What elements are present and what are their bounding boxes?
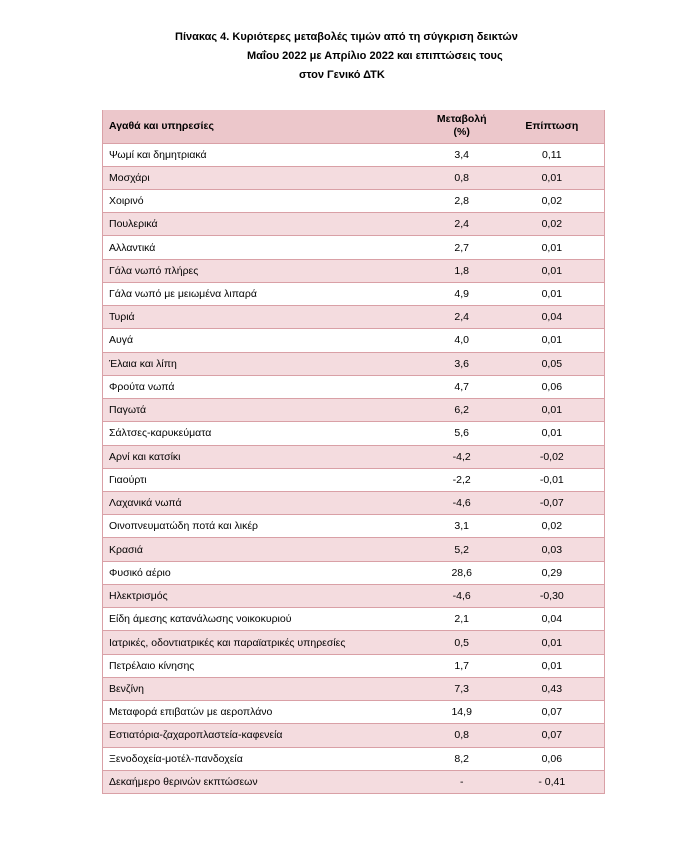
- cell-impact: 0,01: [500, 399, 605, 422]
- cell-item: Κρασιά: [103, 538, 424, 561]
- table-row: [103, 770, 605, 793]
- table-row: [103, 515, 605, 538]
- cell-item: Γιαούρτι: [103, 468, 424, 491]
- cell-impact: -0,01: [500, 468, 605, 491]
- cell-item: Φρούτα νωπά: [103, 375, 424, 398]
- cell-change: 3,1: [424, 515, 500, 538]
- header-change: [424, 110, 500, 143]
- cell-impact: 0,04: [500, 306, 605, 329]
- table-row: [103, 422, 605, 445]
- cell-impact: 0,29: [500, 561, 605, 584]
- table-row: [103, 282, 605, 305]
- cell-change: 2,1: [424, 608, 500, 631]
- cell-item: Ξενοδοχεία-μοτέλ-πανδοχεία: [103, 747, 424, 770]
- cell-impact: 0,02: [500, 213, 605, 236]
- cell-item: Δεκαήμερο θερινών εκπτώσεων: [103, 770, 424, 793]
- cell-impact: 0,01: [500, 654, 605, 677]
- table-row: [103, 189, 605, 212]
- cell-change: 2,7: [424, 236, 500, 259]
- table-row: [103, 468, 605, 491]
- table-row: [103, 329, 605, 352]
- cell-change: 0,8: [424, 166, 500, 189]
- cell-item: Αρνί και κατσίκι: [103, 445, 424, 468]
- cell-change: 0,8: [424, 724, 500, 747]
- cell-item: Ηλεκτρισμός: [103, 584, 424, 607]
- cell-impact: 0,05: [500, 352, 605, 375]
- cell-change: -4,2: [424, 445, 500, 468]
- cell-item: Σάλτσες-καρυκεύματα: [103, 422, 424, 445]
- cell-change: 7,3: [424, 677, 500, 700]
- cell-item: Μεταφορά επιβατών με αεροπλάνο: [103, 701, 424, 724]
- cell-impact: 0,01: [500, 166, 605, 189]
- cell-change: 2,4: [424, 213, 500, 236]
- cell-impact: 0,01: [500, 236, 605, 259]
- cell-item: Βενζίνη: [103, 677, 424, 700]
- cell-item: Εστιατόρια-ζαχαροπλαστεία-καφενεία: [103, 724, 424, 747]
- cell-item: Τυριά: [103, 306, 424, 329]
- table-row: [103, 213, 605, 236]
- cell-item: Παγωτά: [103, 399, 424, 422]
- cell-impact: 0,03: [500, 538, 605, 561]
- cell-impact: 0,04: [500, 608, 605, 631]
- cell-impact: -0,02: [500, 445, 605, 468]
- cell-impact: 0,01: [500, 422, 605, 445]
- cell-item: Οινοπνευματώδη ποτά και λικέρ: [103, 515, 424, 538]
- table-row: [103, 492, 605, 515]
- table-row: [103, 654, 605, 677]
- cell-impact: 0,01: [500, 282, 605, 305]
- title-line-2: Μαΐου 2022 με Απρίλιο 2022 και επιπτώσεις τους: [247, 50, 503, 62]
- cell-change: -2,2: [424, 468, 500, 491]
- header-goods-services: Αγαθά και υπηρεσίες: [103, 110, 424, 143]
- table-row: [103, 259, 605, 282]
- cell-change: -4,6: [424, 584, 500, 607]
- cell-change: 28,6: [424, 561, 500, 584]
- cell-change: 0,5: [424, 631, 500, 654]
- table-row: [103, 236, 605, 259]
- cell-impact: 0,11: [500, 143, 605, 166]
- table-header-row: [103, 110, 605, 143]
- table-row: [103, 724, 605, 747]
- cell-change: 3,4: [424, 143, 500, 166]
- table-row: [103, 538, 605, 561]
- header-change-label: Μεταβολή: [436, 113, 487, 126]
- cell-item: Γάλα νωπό πλήρες: [103, 259, 424, 282]
- table-row: [103, 399, 605, 422]
- cell-item: Πετρέλαιο κίνησης: [103, 654, 424, 677]
- table-row: [103, 584, 605, 607]
- cell-change: 2,4: [424, 306, 500, 329]
- header-change-unit: (%): [453, 126, 470, 139]
- cell-change: 4,0: [424, 329, 500, 352]
- cell-change: 3,6: [424, 352, 500, 375]
- cell-impact: 0,01: [500, 631, 605, 654]
- cell-impact: 0,07: [500, 701, 605, 724]
- table-body: [103, 143, 605, 794]
- table-row: [103, 352, 605, 375]
- cell-change: 1,8: [424, 259, 500, 282]
- cell-change: 6,2: [424, 399, 500, 422]
- table-row: [103, 631, 605, 654]
- cell-item: Είδη άμεσης κατανάλωσης νοικοκυριού: [103, 608, 424, 631]
- title-line-1: Πίνακας 4. Κυριότερες μεταβολές τιμών από τη σύγκριση δεικτών: [175, 31, 518, 43]
- cell-item: Ψωμί και δημητριακά: [103, 143, 424, 166]
- table-row: [103, 608, 605, 631]
- cell-impact: 0,06: [500, 375, 605, 398]
- table-row: [103, 166, 605, 189]
- cell-item: Μοσχάρι: [103, 166, 424, 189]
- cell-item: Χοιρινό: [103, 189, 424, 212]
- cell-change: 2,8: [424, 189, 500, 212]
- cell-item: Έλαια και λίπη: [103, 352, 424, 375]
- cell-change: 5,6: [424, 422, 500, 445]
- cell-item: Φυσικό αέριο: [103, 561, 424, 584]
- cell-impact: - 0,41: [500, 770, 605, 793]
- cell-item: Πουλερικά: [103, 213, 424, 236]
- cell-change: 5,2: [424, 538, 500, 561]
- cell-change: 8,2: [424, 747, 500, 770]
- title-line-3: στον Γενικό ΔΤΚ: [299, 69, 385, 81]
- table-row: [103, 375, 605, 398]
- cell-change: 4,7: [424, 375, 500, 398]
- cell-item: Λαχανικά νωπά: [103, 492, 424, 515]
- cell-impact: 0,02: [500, 189, 605, 212]
- cell-impact: 0,01: [500, 329, 605, 352]
- table-row: [103, 445, 605, 468]
- cell-item: Ιατρικές, οδοντιατρικές και παραϊατρικές υπηρεσίες: [103, 631, 424, 654]
- header-impact: Επίπτωση: [500, 110, 605, 143]
- cell-impact: 0,02: [500, 515, 605, 538]
- cell-item: Αλλαντικά: [103, 236, 424, 259]
- cell-item: Αυγά: [103, 329, 424, 352]
- table-row: [103, 143, 605, 166]
- cell-impact: 0,01: [500, 259, 605, 282]
- cell-change: 1,7: [424, 654, 500, 677]
- cell-impact: 0,06: [500, 747, 605, 770]
- cell-item: Γάλα νωπό με μειωμένα λιπαρά: [103, 282, 424, 305]
- cell-change: 14,9: [424, 701, 500, 724]
- cell-change: 4,9: [424, 282, 500, 305]
- table-row: [103, 677, 605, 700]
- table-row: [103, 701, 605, 724]
- cell-impact: 0,07: [500, 724, 605, 747]
- table-row: [103, 561, 605, 584]
- table-row: [103, 747, 605, 770]
- cell-change: -: [424, 770, 500, 793]
- table-row: [103, 306, 605, 329]
- cell-impact: -0,30: [500, 584, 605, 607]
- price-changes-table: [102, 110, 605, 794]
- cell-impact: -0,07: [500, 492, 605, 515]
- cell-impact: 0,43: [500, 677, 605, 700]
- cell-change: -4,6: [424, 492, 500, 515]
